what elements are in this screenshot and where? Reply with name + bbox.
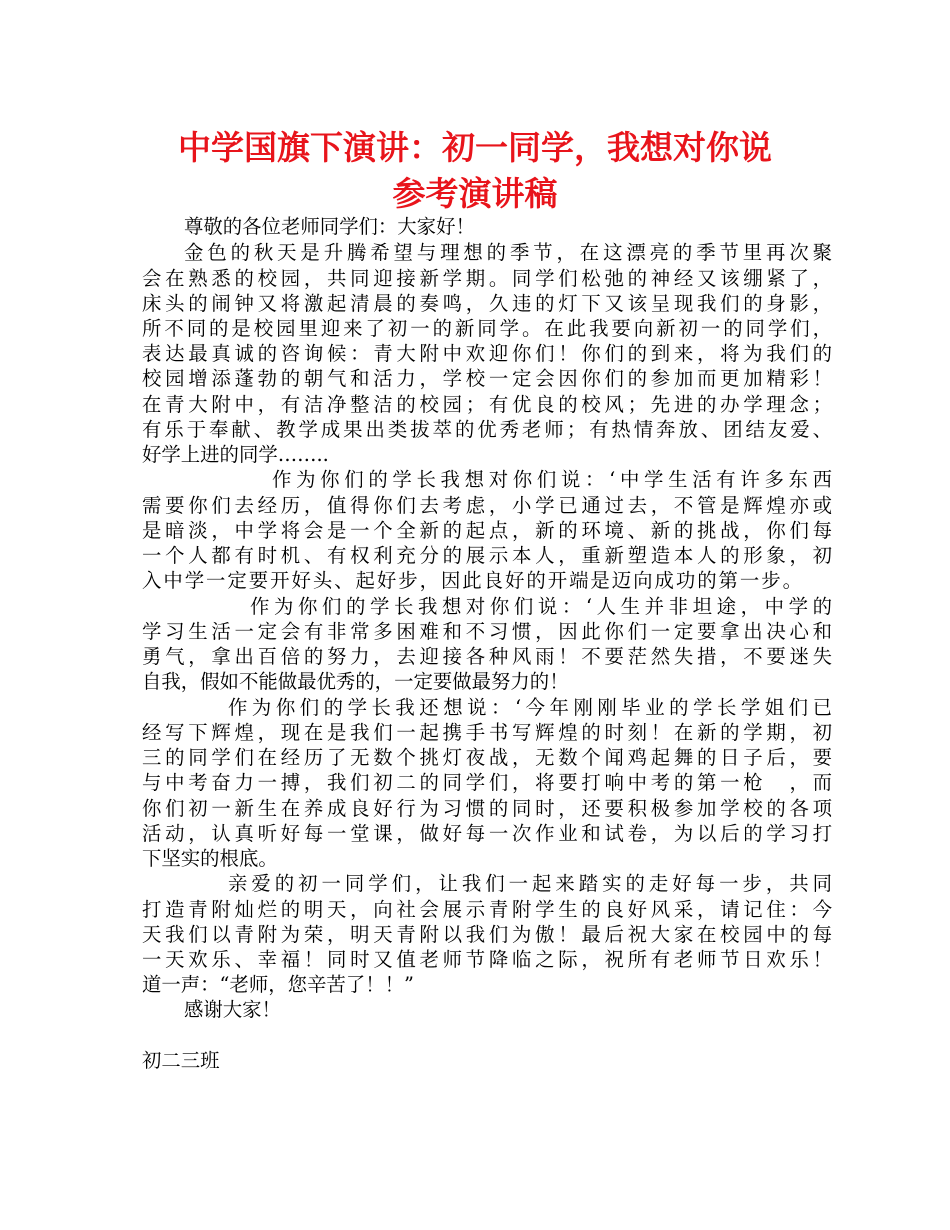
- paragraph-line: 作为你们的学长我想对你们说：‘人生并非坦途，中学的: [250, 595, 832, 618]
- paragraph-line: 活动，认真听好每一堂课，做好每一次作业和试卷，为以后的学习打: [142, 822, 832, 845]
- paragraph-line: 是暗淡，中学将会是一个全新的起点，新的环境、新的挑战，你们每: [142, 519, 832, 542]
- paragraph-line: 入中学一定要开好头、起好步，因此良好的开端是迈向成功的第一步。: [142, 569, 802, 592]
- paragraph-line: 床头的闹钟又将激起清晨的奏鸣，久违的灯下又该呈现我们的身影，: [142, 292, 832, 315]
- paragraph-line: 自我，假如不能做最优秀的，一定要做最努力的！: [142, 670, 569, 693]
- closing-line: 感谢大家！: [184, 998, 281, 1021]
- paragraph-line: 勇气，拿出百倍的努力，去迎接各种风雨！不要茫然失措，不要迷失: [142, 645, 832, 668]
- paragraph-line: 在青大附中，有洁净整洁的校园；有优良的校风；先进的办学理念；: [142, 393, 832, 416]
- paragraph-line: 下坚实的根底。: [142, 847, 278, 870]
- paragraph-line: 天我们以青附为荣，明天青附以我们为傲！最后祝大家在校园中的每: [142, 923, 832, 946]
- paragraph-line: 经写下辉煌，现在是我们一起携手书写辉煌的时刻！在新的学期，初: [142, 721, 832, 744]
- paragraph-line: 你们初一新生在养成良好行为习惯的同时，还要积极参加学校的各项: [142, 797, 832, 820]
- paragraph-line: 学习生活一定会有非常多困难和不习惯，因此你们一定要拿出决心和: [142, 620, 832, 643]
- signature-class: 初二三班: [142, 1049, 220, 1072]
- paragraph-line: 所不同的是校园里迎来了初一的新同学。在此我要向新初一的同学们，: [142, 317, 832, 340]
- paragraph-line: 需要你们去经历，值得你们去考虑，小学已通过去，不管是辉煌亦或: [142, 494, 832, 517]
- paragraph-line: 表达最真诚的咨询候：青大附中欢迎你们！你们的到来，将为我们的: [142, 342, 832, 365]
- paragraph-line: 金色的秋天是升腾希望与理想的季节，在这漂亮的季节里再次聚: [184, 241, 832, 264]
- paragraph-line: 打造青附灿烂的明天，向社会展示青附学生的良好风采，请记住：今: [142, 898, 832, 921]
- paragraph-line: 会在熟悉的校园，共同迎接新学期。同学们松弛的神经又该绷紧了，: [142, 267, 832, 290]
- paragraph-line: 作为你们的学长我想对你们说：‘中学生活有许多东西: [272, 468, 832, 491]
- paragraph-line: 与中考奋力一搏，我们初二的同学们，将要打响中考的第一枪 ，而: [142, 771, 832, 794]
- paragraph-line: 有乐于奉献、教学成果出类拔萃的优秀老师；有热情奔放、团结友爱、: [142, 418, 832, 441]
- paragraph-line: 作为你们的学长我还想说：‘今年刚刚毕业的学长学姐们已: [228, 696, 832, 719]
- paragraph-line: 亲爱的初一同学们，让我们一起来踏实的走好每一步，共同: [228, 872, 832, 895]
- greeting-line: 尊敬的各位老师同学们：大家好！: [184, 215, 475, 238]
- paragraph-line: 一天欢乐、幸福！同时又值老师节降临之际，祝所有老师节日欢乐！: [142, 948, 832, 971]
- document-title: 中学国旗下演讲：初一同学，我想对你说: [178, 128, 772, 167]
- paragraph-line: 一个人都有时机、有权利充分的展示本人，重新塑造本人的形象，初: [142, 544, 832, 567]
- paragraph-line: 校园增添蓬勃的朝气和活力，学校一定会因你们的参加而更加精彩！: [142, 367, 832, 390]
- document-subtitle: 参考演讲稿: [392, 174, 558, 213]
- paragraph-line: 三的同学们在经历了无数个挑灯夜战，无数个闻鸡起舞的日子后，要: [142, 746, 832, 769]
- paragraph-line: 道一声：“老师，您辛苦了！！”: [142, 973, 414, 996]
- paragraph-line: 好学上进的同学……..: [142, 443, 329, 466]
